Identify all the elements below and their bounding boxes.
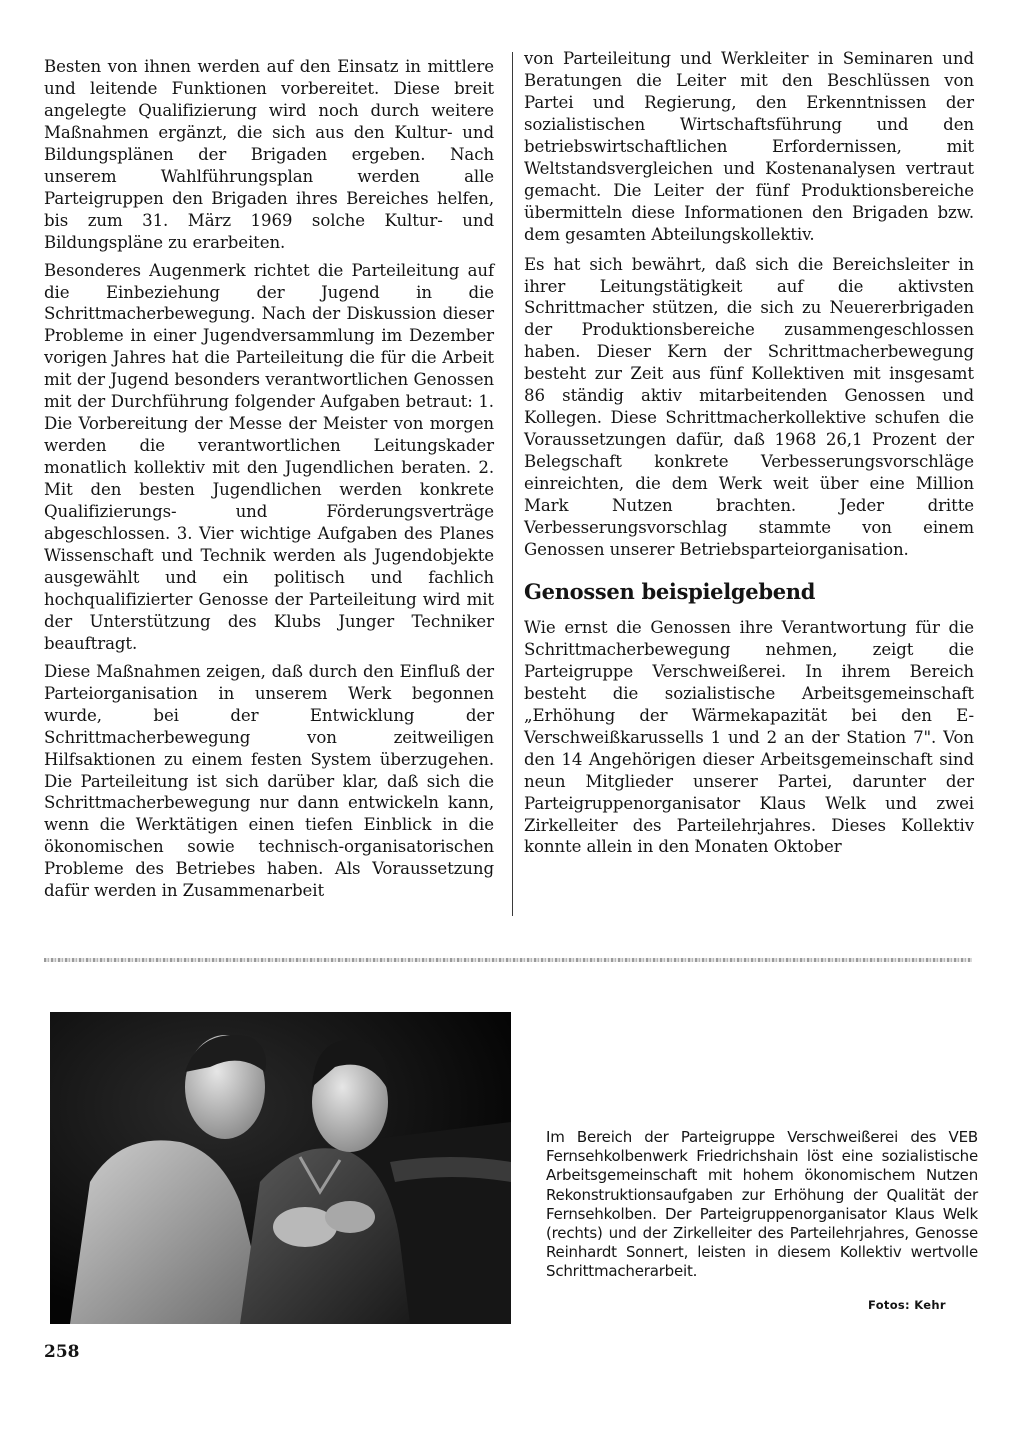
left-column xyxy=(44,56,494,902)
photo-caption: Im Bereich der Parteigruppe Verschweißerei des VEB Fernsehkolbenwerk Friedrichshain löst eine sozialistische Arbeitsgemeinschaft mit hohem ökonomischem Nutzen Rekonstruktionsaufgaben zur Erhöhung der Qualität der Fernsehkolben. Der Parteigruppenorganisator Klaus Welk (rechts) und der Zirkelleiter des Parteilehrjahres, Genosse Reinhardt Sonnert, leisten in diesem Kollektiv wertvolle Schrittmacherarbeit. xyxy=(546,1128,978,1281)
right-paragraph-2: Es hat sich bewährt, daß sich die Bereichsleiter in ihrer Leitungstätigkeit auf die aktivsten Schrittmacher stützen, die sich zu Neuererbrigaden der Produktionsbereiche zusammengeschlossen haben. Dieser Kern der Schrittmacherbewegung besteht zur Zeit aus fünf Kollektiven mit insgesamt 86 ständig aktiv mitarbeitenden Genossen und Kollegen. Diese Schrittmacherkollektive schufen die Voraussetzungen dafür, daß 1968 26,1 Prozent der Belegschaft konkrete Verbesserungsvorschläge einreichten, die dem Werk weit über eine Million Mark Nutzen brachten. Jeder dritte Verbesserungsvorschlag stammte von einem Genossen unserer Betriebsparteiorganisation. xyxy=(524,254,974,559)
photo-credit: Fotos: Kehr xyxy=(868,1298,946,1312)
page-number: 258 xyxy=(44,1342,80,1362)
photo-two-workers xyxy=(50,1012,511,1324)
left-paragraph-3: Diese Maßnahmen zeigen, daß durch den Einfluß der Parteiorganisation in unserem Werk begonnen wurde, bei der Entwicklung der Schrittmacherbewegung von zeitweiligen Hilfsaktionen zu einem festen System überzugehen. Die Parteileitung ist sich darüber klar, daß sich die Schrittmacherbewegung nur dann entwickeln kann, wenn die Werktätigen einen tiefen Einblick in die ökonomischen sowie technisch-organisatorischen Probleme des Betriebes haben. Als Voraussetzung dafür werden in Zusammenarbeit xyxy=(44,661,494,901)
right-paragraph-1: von Parteileitung und Werkleiter in Seminaren und Beratungen die Leiter mit den Beschlüssen von Partei und Regierung, den Erkenntnissen der sozialistischen Wirtschaftsführung und den betriebswirtschaftlichen Erfordernissen, mit Weltstandsvergleichen und Kostenanalysen vertraut gemacht. Die Leiter der fünf Produktionsbereiche übermitteln diese Informationen den Brigaden bzw. dem gesamten Abteilungskollektiv. xyxy=(524,49,974,244)
right-column xyxy=(524,48,974,858)
left-paragraph-2: Besonderes Augenmerk richtet die Parteileitung auf die Einbeziehung der Jugend in die Schrittmacherbewegung. Nach der Diskussion dieser Probleme in einer Jugendversammlung im Dezember vorigen Jahres hat die Parteileitung die für die Arbeit mit der Jugend besonders verantwortlichen Genossen mit der Durchführung folgender Aufgaben betraut: 1. Die Vorbereitung der Messe der Meister von morgen werden die verantwortlichen Leitungskader monatlich kollektiv mit den Jugendlichen beraten. 2. Mit den besten Jugendlichen werden konkrete Qualifizierungs- und Förderungsverträge abgeschlossen. 3. Vier wichtige Aufgaben des Planes Wissenschaft und Technik werden als Jugendobjekte ausgewählt und ein politisch und fachlich hochqualifizierter Genosse der Parteileitung wird mit der Unterstützung des Klubs Junger Techniker beauftragt. xyxy=(44,260,494,653)
column-divider xyxy=(512,52,513,916)
left-paragraph-1: Besten von ihnen werden auf den Einsatz in mittlere und leitende Funktionen vorbereitet. Diese breit angelegte Qualifizierung wird noch durch weitere Maßnahmen ergänzt, die sich aus den Kultur- und Bildungsplänen der Brigaden ergeben. Nach unserem Wahlführungsplan werden alle Parteigruppen den Brigaden ihres Bereiches helfen, bis zum 31. März 1969 solche Kultur- und Bildungspläne zu erarbeiten. xyxy=(44,57,494,252)
section-heading: Genossen beispielgebend xyxy=(524,578,816,604)
photo-illustration xyxy=(50,1012,511,1324)
right-paragraph-3: Wie ernst die Genossen ihre Verantwortung für die Schrittmacherbewegung nehmen, zeigt die Parteigruppe Verschweißerei. In ihrem Bereich besteht die sozialistische Arbeitsgemeinschaft „Erhöhung der Wärmekapazität bei den E-Verschweißkarussells 1 und 2 an der Station 7". Von den 14 Angehörigen dieser Arbeitsgemeinschaft sind neun Mitglieder unserer Partei, darunter der Parteigruppenorganisator Klaus Welk und zwei Zirkelleiter des Parteilehrjahres. Dieses Kollektiv konnte allein in den Monaten Oktober xyxy=(524,617,974,857)
section-separator-rule xyxy=(44,958,972,962)
